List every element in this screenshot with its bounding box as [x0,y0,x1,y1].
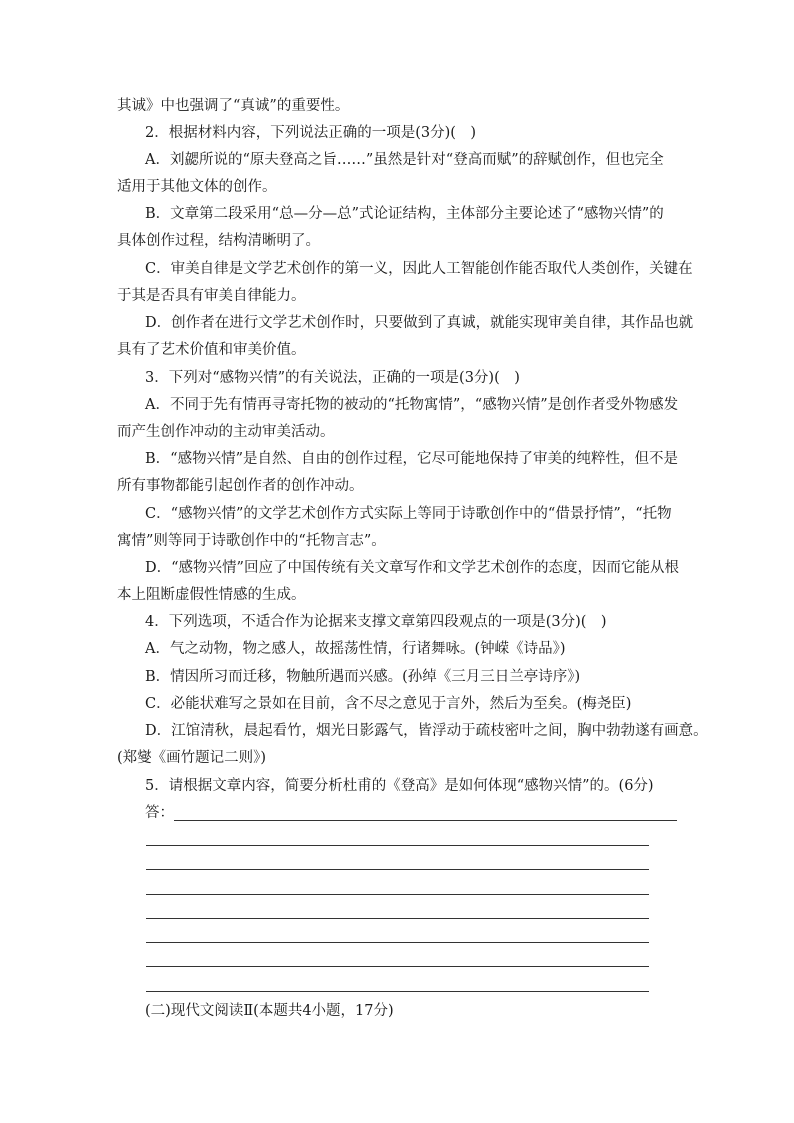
q2-option-d: D．创作者在进行文学艺术创作时，只要做到了真诚，就能实现审美自律，其作品也就 [145,315,694,331]
text-line: 而产生创作冲动的主动审美活动。 [117,424,335,440]
text-line: 所有事物都能引起创作者的创作冲动。 [117,478,364,494]
text-line: 于其是否具有审美自律能力。 [117,288,306,304]
question-3-stem: 3．下列对“感物兴情”的有关说法，正确的一项是(3分)( ) [145,370,520,386]
text-line: (郑燮《画竹题记二则》) [117,750,267,766]
q3-option-a: A．不同于先有情再寻寄托物的被动的“托物寓情”，“感物兴情”是创作者受外物感发 [145,397,679,413]
text-line: 具有了艺术价值和审美价值。 [117,342,306,358]
question-2-stem: 2．根据材料内容，下列说法正确的一项是(3分)( ) [145,125,477,141]
q3-option-b: B．“感物兴情”是自然、自由的创作过程，它尽可能地保持了审美的纯粹性，但不是 [145,451,678,467]
q4-option-a: A．气之动物，物之感人，故摇荡性情，行诸舞咏。(钟嵘《诗品》) [145,641,566,657]
q3-option-c: C．“感物兴情”的文学艺术创作方式实际上等同于诗歌创作中的“借景抒情”，“托物 [145,506,672,522]
answer-line[interactable] [146,869,649,870]
q2-option-a: A．刘勰所说的“原夫登高之旨……”虽然是针对“登高而赋”的辞赋创作，但也完全 [145,152,664,168]
answer-label: 答： [145,805,174,821]
q3-option-d: D．“感物兴情”回应了中国传统有关文章写作和文学艺术创作的态度，因而它能从根 [145,560,679,576]
answer-line[interactable] [146,991,649,992]
q4-option-d: D．江馆清秋，晨起看竹，烟光日影露气，皆浮动于疏枝密叶之间，胸中勃勃遂有画意。 [145,723,708,739]
answer-line[interactable] [146,894,649,895]
answer-line[interactable] [146,845,649,846]
text-line: 适用于其他文体的创作。 [117,179,277,195]
section-heading: (二)现代文阅读Ⅱ(本题共4小题，17分) [145,1003,394,1019]
answer-line[interactable] [174,820,677,821]
question-5-stem: 5．请根据文章内容，简要分析杜甫的《登高》是如何体现“感物兴情”的。(6分) [145,778,654,794]
text-line: 寓情”则等同于诗歌创作中的“托物言志”。 [117,533,386,549]
q2-option-b: B．文章第二段采用“总—分—总”式论证结构，主体部分主要论述了“感物兴情”的 [145,206,664,222]
answer-line[interactable] [146,918,649,919]
text-line: 本上阻断虚假性情感的生成。 [117,587,306,603]
q4-option-b: B．情因所习而迁移，物触所遇而兴感。(孙绰《三月三日兰亭诗序》) [145,669,581,685]
answer-line[interactable] [146,942,649,943]
q4-option-c: C．必能状难写之景如在目前，含不尽之意见于言外，然后为至矣。(梅尧臣) [145,696,632,712]
answer-line[interactable] [146,966,649,967]
text-line: 其诚》中也强调了“真诚”的重要性。 [117,98,350,114]
text-line: 具体创作过程，结构清晰明了。 [117,233,320,249]
q2-option-c: C．审美自律是文学艺术创作的第一义，因此人工智能创作能否取代人类创作，关键在 [145,261,693,277]
question-4-stem: 4．下列选项，不适合作为论据来支撑文章第四段观点的一项是(3分)( ) [145,614,607,630]
